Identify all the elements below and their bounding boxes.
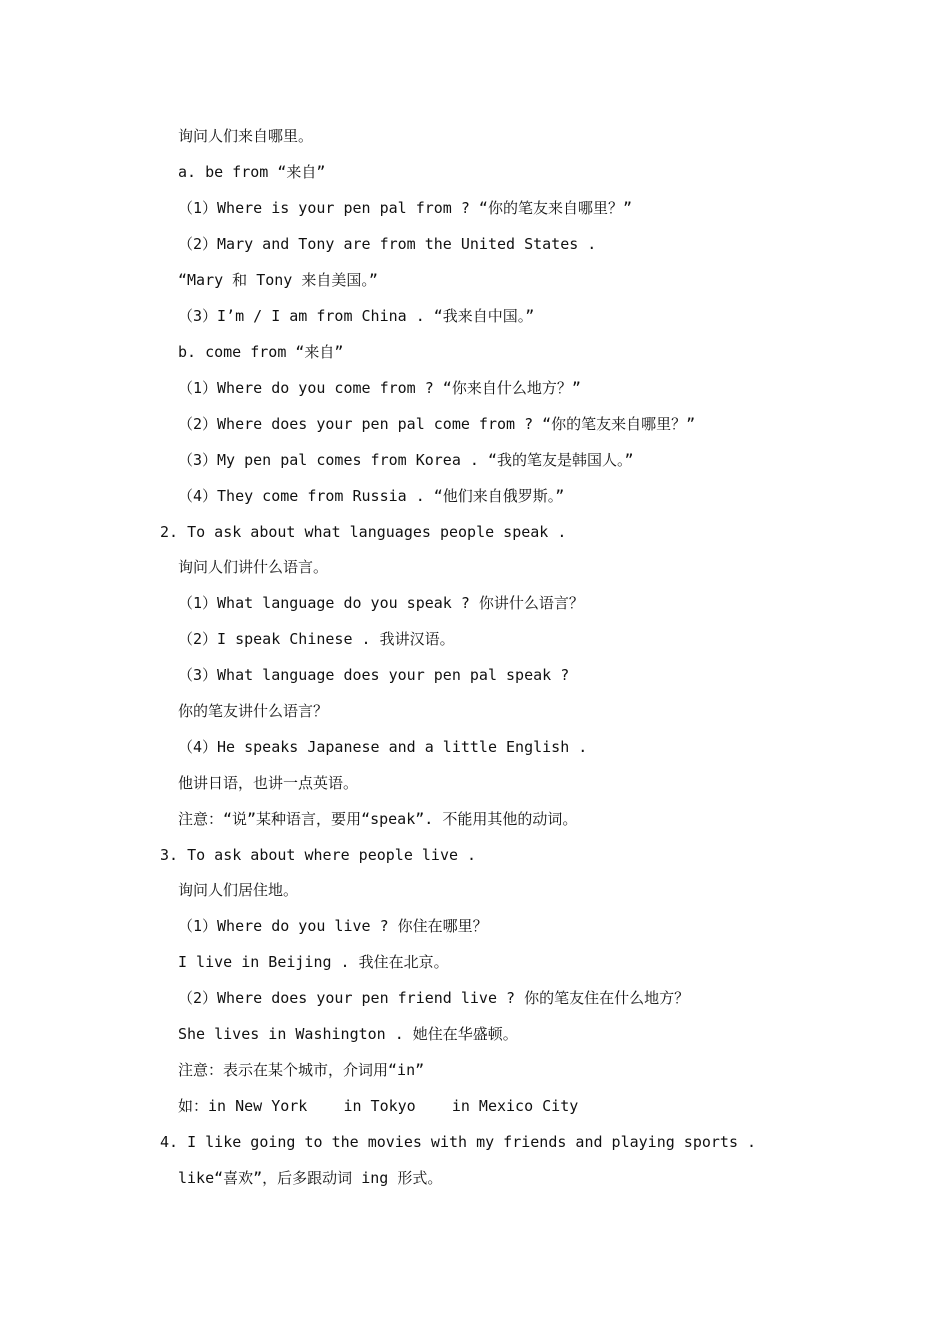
- text-line: 你的笔友讲什么语言？: [178, 702, 329, 720]
- text-line: （3）My pen pal comes from Korea . “我的笔友是韩国人。”: [178, 451, 634, 469]
- text-line: 询问人们讲什么语言。: [178, 558, 329, 576]
- section-heading: 2. To ask about what languages people speak .: [160, 523, 567, 541]
- text-line: She lives in Washington . 她住在华盛顿。: [178, 1025, 518, 1043]
- text-line: I live in Beijing . 我住在北京。: [178, 953, 449, 971]
- text-line: （4）They come from Russia . “他们来自俄罗斯。”: [178, 487, 565, 505]
- text-line: a. be from “来自”: [178, 163, 326, 181]
- note-line: 注意：“说”某种语言，要用“speak”. 不能用其他的动词。: [178, 810, 578, 828]
- text-line: （2）Mary and Tony are from the United States .: [178, 235, 597, 253]
- text-line: 询问人们来自哪里。: [178, 127, 314, 145]
- example-line: 如：in New York in Tokyo in Mexico City: [178, 1097, 579, 1115]
- text-line: （3）What language does your pen pal speak ?: [178, 666, 570, 684]
- text-line: “Mary 和 Tony 来自美国。”: [178, 271, 378, 289]
- text-line: （1）Where is your pen pal from ? “你的笔友来自哪里？”: [178, 199, 632, 217]
- text-line: （1）Where do you live ? 你住在哪里？: [178, 917, 488, 935]
- text-line: （1）What language do you speak ? 你讲什么语言？: [178, 594, 584, 612]
- text-line: （2）Where does your pen pal come from ? “你的笔友来自哪里？”: [178, 415, 696, 433]
- text-line: 他讲日语，也讲一点英语。: [178, 774, 359, 792]
- text-line: （2）I speak Chinese . 我讲汉语。: [178, 630, 455, 648]
- text-line: （3）I’m / I am from China . “我来自中国。”: [178, 307, 535, 325]
- text-line: （1）Where do you come from ? “你来自什么地方？”: [178, 379, 581, 397]
- text-line: like“喜欢”，后多跟动词 ing 形式。: [178, 1169, 443, 1187]
- text-line: b. come from “来自”: [178, 343, 344, 361]
- section-heading: 3. To ask about where people live .: [160, 846, 477, 864]
- note-line: 注意：表示在某个城市，介词用“in”: [178, 1061, 425, 1079]
- section-heading: 4. I like going to the movies with my friends and playing sports .: [160, 1133, 757, 1151]
- text-line: 询问人们居住地。: [178, 881, 299, 899]
- text-line: （2）Where does your pen friend live ? 你的笔友住在什么地方？: [178, 989, 690, 1007]
- text-line: （4）He speaks Japanese and a little English .: [178, 738, 588, 756]
